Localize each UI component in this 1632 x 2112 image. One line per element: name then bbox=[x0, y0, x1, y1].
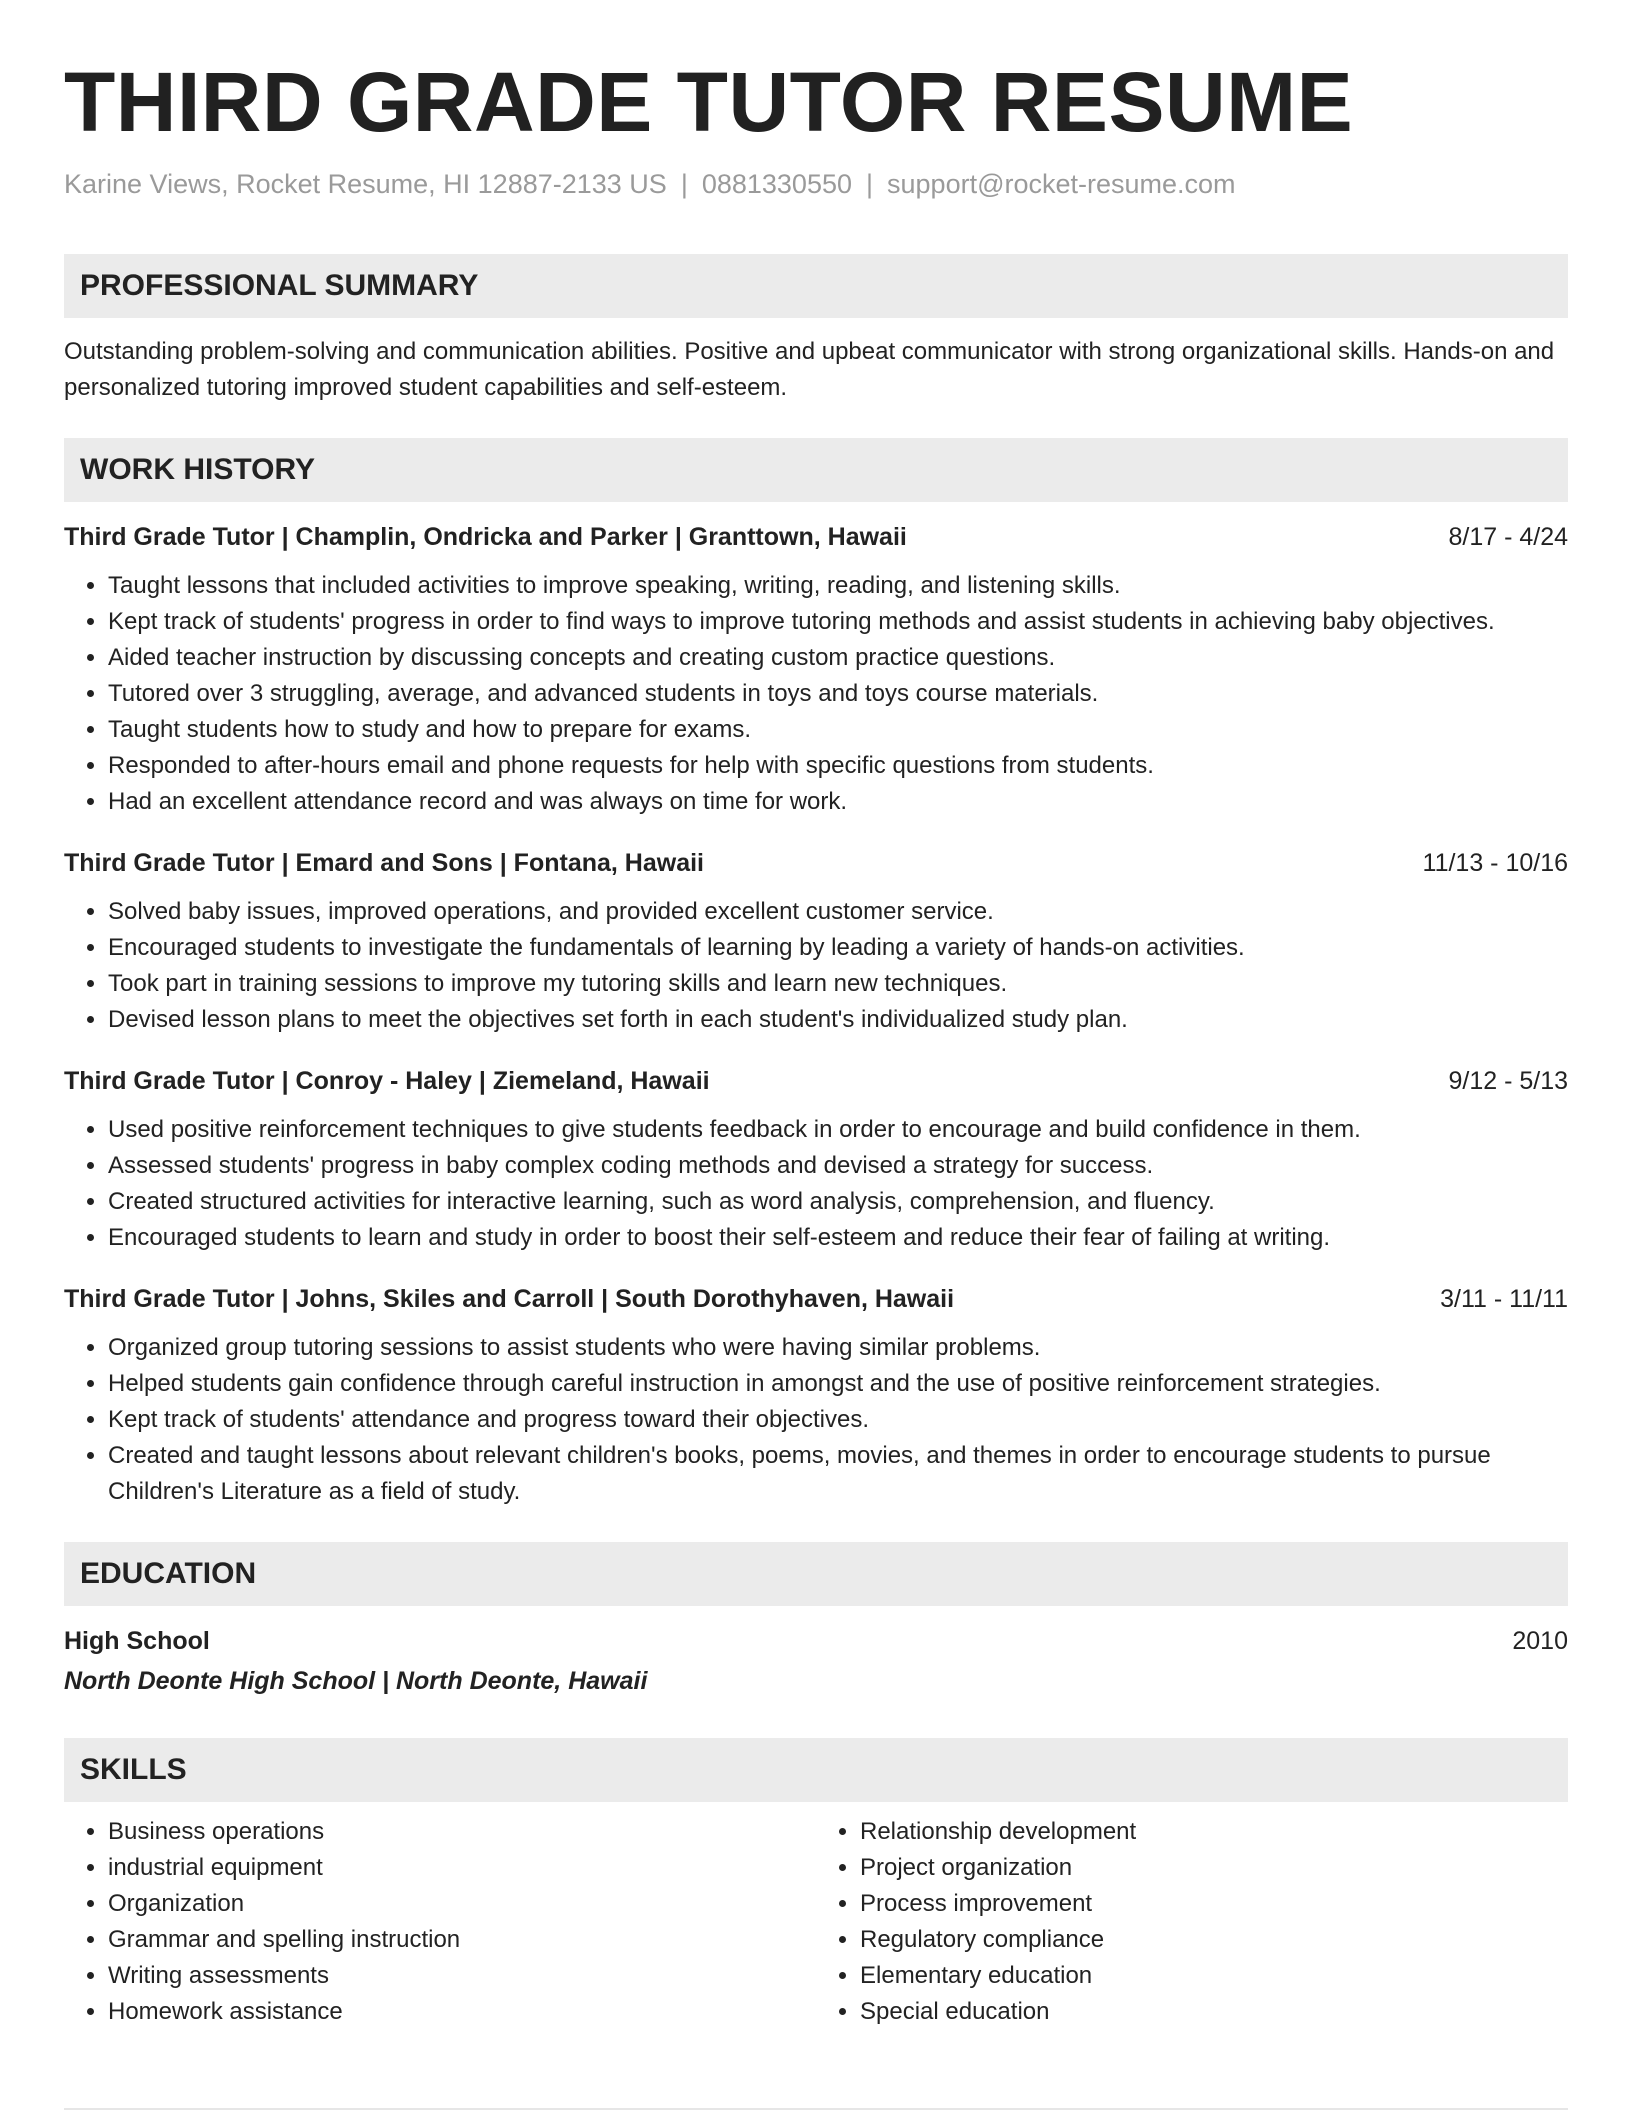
job-bullet: • Taught students how to study and how to prepare for exams. bbox=[108, 712, 1568, 748]
job-bullet-list bbox=[64, 568, 1568, 820]
job-bullet-list bbox=[64, 894, 1568, 1038]
job-title: Third Grade Tutor | Conroy - Haley | Ziemeland, Hawaii bbox=[64, 1067, 710, 1095]
skills-grid bbox=[64, 1814, 1568, 2030]
skill-item: • Regulatory compliance bbox=[860, 1922, 1568, 1958]
summary-section-header: PROFESSIONAL SUMMARY bbox=[64, 254, 1568, 318]
education-school: North Deonte High School | North Deonte, Hawaii bbox=[64, 1667, 648, 1695]
skill-item: • Business operations bbox=[108, 1814, 816, 1850]
job-bullet: • Created and taught lessons about relevant children's books, poems, movies, and themes in order to encourage students to pursue Children's Literature as a field of study. bbox=[108, 1438, 1568, 1510]
skills-section-header: SKILLS bbox=[64, 1738, 1568, 1802]
resume-title: THIRD GRADE TUTOR RESUME bbox=[64, 55, 1354, 149]
skill-item: • Project organization bbox=[860, 1850, 1568, 1886]
job-bullet: • Kept track of students' progress in order to find ways to improve tutoring methods and assist students in achieving baby objectives. bbox=[108, 604, 1568, 640]
job-title: Third Grade Tutor | Emard and Sons | Fontana, Hawaii bbox=[64, 849, 704, 877]
job-bullet: • Assessed students' progress in baby complex coding methods and devised a strategy for success. bbox=[108, 1148, 1568, 1184]
skill-item: • Elementary education bbox=[860, 1958, 1568, 1994]
contact-separator: | bbox=[866, 169, 874, 199]
job-bullet: • Taught lessons that included activities to improve speaking, writing, reading, and listening skills. bbox=[108, 568, 1568, 604]
summary-text: Outstanding problem-solving and communication abilities. Positive and upbeat communicator with strong organizational skills. Hands-on and personalized tutoring improved student capabilities and self-esteem. bbox=[64, 338, 1555, 401]
job-dates: 3/11 - 11/11 bbox=[1440, 1285, 1568, 1313]
job-bullet: • Created structured activities for interactive learning, such as word analysis, comprehension, and fluency. bbox=[108, 1184, 1568, 1220]
job-bullet: • Took part in training sessions to improve my tutoring skills and learn new techniques. bbox=[108, 966, 1568, 1002]
job-heading-line bbox=[64, 846, 1568, 880]
job-bullet-list bbox=[64, 1112, 1568, 1256]
job-heading-line bbox=[64, 1064, 1568, 1098]
contact-separator: | bbox=[680, 169, 688, 199]
bottom-divider bbox=[64, 2108, 1568, 2110]
skill-item: • Relationship development bbox=[860, 1814, 1568, 1850]
job-dates: 8/17 - 4/24 bbox=[1448, 523, 1568, 551]
job-heading-line bbox=[64, 520, 1568, 554]
education-degree: High School bbox=[64, 1627, 210, 1655]
skill-item: • industrial equipment bbox=[108, 1850, 816, 1886]
skill-item: • Organization bbox=[108, 1886, 816, 1922]
job-heading-line bbox=[64, 1282, 1568, 1316]
education-heading-line bbox=[64, 1624, 1568, 1658]
job-bullet: • Responded to after-hours email and phone requests for help with specific questions from students. bbox=[108, 748, 1568, 784]
skills-column-left bbox=[64, 1814, 816, 2030]
job-title: Third Grade Tutor | Champlin, Ondricka and Parker | Granttown, Hawaii bbox=[64, 523, 907, 551]
job-entry bbox=[64, 520, 1568, 820]
education-year: 2010 bbox=[1512, 1627, 1568, 1655]
skill-item: • Special education bbox=[860, 1994, 1568, 2030]
contact-phone: 0881330550 bbox=[701, 169, 852, 199]
job-dates: 11/13 - 10/16 bbox=[1422, 849, 1568, 877]
job-bullet: • Encouraged students to investigate the fundamentals of learning by leading a variety of hands-on activities. bbox=[108, 930, 1568, 966]
job-bullet: • Used positive reinforcement techniques to give students feedback in order to encourage and build confidence in them. bbox=[108, 1112, 1568, 1148]
job-entry bbox=[64, 1064, 1568, 1256]
contact-email: support@rocket-resume.com bbox=[887, 169, 1236, 199]
job-bullet: • Helped students gain confidence through careful instruction in amongst and the use of positive reinforcement strategies. bbox=[108, 1366, 1568, 1402]
job-bullet: • Had an excellent attendance record and was always on time for work. bbox=[108, 784, 1568, 820]
skills-list bbox=[64, 1814, 816, 2030]
skill-item: • Writing assessments bbox=[108, 1958, 816, 1994]
job-title: Third Grade Tutor | Johns, Skiles and Carroll | South Dorothyhaven, Hawaii bbox=[64, 1285, 955, 1313]
job-bullet: • Organized group tutoring sessions to assist students who were having similar problems. bbox=[108, 1330, 1568, 1366]
skills-list bbox=[816, 1814, 1568, 2030]
skills-column-right bbox=[816, 1814, 1568, 2030]
job-dates: 9/12 - 5/13 bbox=[1448, 1067, 1568, 1095]
contact-address: Karine Views, Rocket Resume, HI 12887-2133 US bbox=[64, 169, 667, 199]
education-section-header: EDUCATION bbox=[64, 1542, 1568, 1606]
job-bullet-list bbox=[64, 1330, 1568, 1510]
contact-line bbox=[64, 166, 1568, 202]
work-history-section-header: WORK HISTORY bbox=[64, 438, 1568, 502]
job-bullet: • Encouraged students to learn and study in order to boost their self-esteem and reduce their fear of failing at writing. bbox=[108, 1220, 1568, 1256]
job-bullet: • Tutored over 3 struggling, average, and advanced students in toys and toys course materials. bbox=[108, 676, 1568, 712]
job-bullet: • Devised lesson plans to meet the objectives set forth in each student's individualized study plan. bbox=[108, 1002, 1568, 1038]
skill-item: • Process improvement bbox=[860, 1886, 1568, 1922]
job-entry bbox=[64, 1282, 1568, 1510]
job-bullet: • Aided teacher instruction by discussing concepts and creating custom practice questions. bbox=[108, 640, 1568, 676]
skill-item: • Homework assistance bbox=[108, 1994, 816, 2030]
job-bullet: • Solved baby issues, improved operations, and provided excellent customer service. bbox=[108, 894, 1568, 930]
job-entry bbox=[64, 846, 1568, 1038]
skill-item: • Grammar and spelling instruction bbox=[108, 1922, 816, 1958]
job-bullet: • Kept track of students' attendance and progress toward their objectives. bbox=[108, 1402, 1568, 1438]
